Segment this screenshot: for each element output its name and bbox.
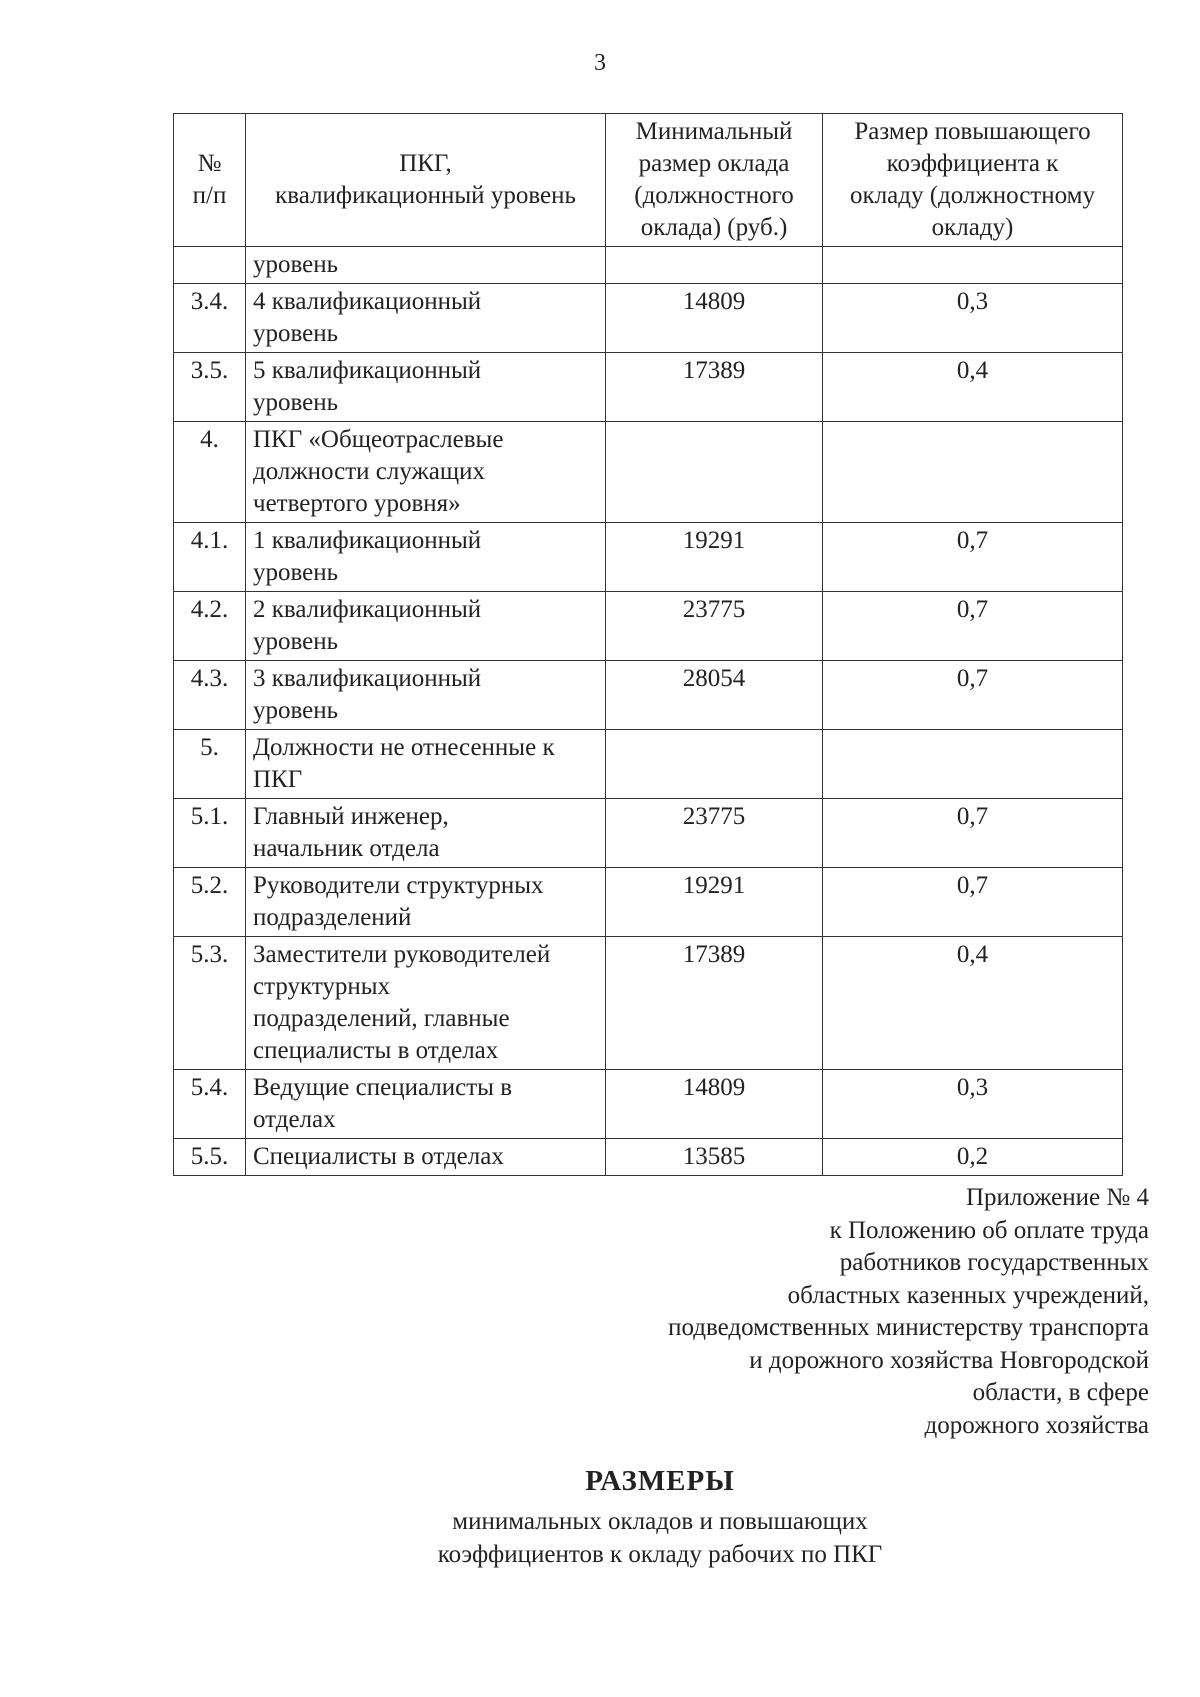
table-row (174, 937, 1123, 1070)
row-position-name (246, 592, 606, 661)
appendix-line: областных казенных учреждений, (787, 1281, 1149, 1309)
row-number: 5.3. (174, 937, 246, 1070)
header-line: размер оклада (638, 150, 790, 177)
position-name-line: 3 квалификационный (253, 665, 482, 692)
header-name (246, 114, 606, 247)
row-position-name (246, 523, 606, 592)
row-min-salary: 23775 (606, 592, 823, 661)
table-row (174, 247, 1123, 284)
position-name-line: уровень (253, 251, 339, 278)
appendix-line: подведомственных министерству транспорта (668, 1314, 1149, 1341)
table-row (174, 523, 1123, 592)
header-line: оклада) (руб.) (640, 214, 788, 241)
row-number: 5.2. (174, 868, 246, 937)
page-number: 3 (594, 50, 606, 76)
table-row (174, 422, 1123, 523)
position-name-line: 5 квалификационный (253, 357, 482, 384)
row-number: 3.5. (174, 353, 246, 422)
position-name-line: специалисты в отделах (253, 1037, 499, 1064)
row-min-salary (606, 247, 823, 284)
row-position-name (246, 1070, 606, 1139)
appendix-line: работников государственных (839, 1249, 1149, 1276)
row-min-salary (606, 730, 823, 799)
header-line: (должностного (634, 182, 794, 209)
row-position-name (246, 353, 606, 422)
header-min-salary (606, 114, 823, 247)
row-coefficient: 0,4 (823, 937, 1123, 1070)
table-row (174, 661, 1123, 730)
position-name-line: 2 квалификационный (253, 596, 482, 623)
header-line: ПКГ, (399, 150, 452, 177)
row-position-name (246, 422, 606, 523)
table-row (174, 284, 1123, 353)
salary-table (173, 113, 1123, 1176)
row-number (174, 247, 246, 284)
position-name-line: Заместители руководителей (253, 941, 551, 968)
row-min-salary: 14809 (606, 284, 823, 353)
table-row (174, 1139, 1123, 1176)
appendix-note (449, 1182, 1149, 1442)
header-line: окладу (должностному (850, 182, 1095, 209)
position-name-line: уровень (253, 628, 339, 655)
position-name-line: подразделений (253, 904, 412, 931)
row-number: 4. (174, 422, 246, 523)
subtitle-line: минимальных окладов и повышающих (452, 1508, 868, 1535)
table-row (174, 592, 1123, 661)
row-min-salary: 23775 (606, 799, 823, 868)
row-position-name (246, 284, 606, 353)
subtitle-line: коэффициентов к окладу рабочих по ПКГ (437, 1541, 883, 1568)
table-row (174, 353, 1123, 422)
table-row (174, 730, 1123, 799)
header-line: окладу) (931, 214, 1014, 241)
row-position-name (246, 1139, 606, 1176)
row-coefficient: 0,3 (823, 284, 1123, 353)
header-row (174, 114, 1123, 247)
row-number: 4.2. (174, 592, 246, 661)
position-name-line: уровень (253, 559, 339, 586)
position-name-line: Специалисты в отделах (253, 1143, 504, 1170)
row-number: 5.4. (174, 1070, 246, 1139)
header-line: Размер повышающего (854, 118, 1091, 145)
table-body (174, 247, 1123, 1176)
row-min-salary: 19291 (606, 523, 823, 592)
row-position-name (246, 661, 606, 730)
row-min-salary: 13585 (606, 1139, 823, 1176)
row-number: 5.5. (174, 1139, 246, 1176)
position-name-line: Руководители структурных (253, 872, 544, 899)
row-coefficient: 0,7 (823, 868, 1123, 937)
row-number: 5.1. (174, 799, 246, 868)
row-number: 3.4. (174, 284, 246, 353)
row-number: 5. (174, 730, 246, 799)
row-min-salary (606, 422, 823, 523)
position-name-line: уровень (253, 389, 339, 416)
appendix-line: к Положению об оплате труда (829, 1216, 1149, 1244)
position-name-line: Ведущие специалисты в (253, 1074, 513, 1101)
header-num (174, 114, 246, 247)
position-name-line: четвертого уровня» (253, 490, 461, 517)
header-line: № (197, 150, 222, 177)
position-name-line: уровень (253, 697, 339, 724)
row-position-name (246, 799, 606, 868)
document-subtitle (0, 1505, 1200, 1571)
row-min-salary: 17389 (606, 937, 823, 1070)
row-number: 4.1. (174, 523, 246, 592)
position-name-line: отделах (253, 1106, 336, 1133)
table-row (174, 799, 1123, 868)
position-name-line: Должности не отнесенные к (253, 734, 555, 761)
row-coefficient: 0,3 (823, 1070, 1123, 1139)
row-coefficient: 0,7 (823, 523, 1123, 592)
row-position-name (246, 730, 606, 799)
row-coefficient: 0,7 (823, 592, 1123, 661)
position-name-line: подразделений, главные (253, 1005, 510, 1032)
table-header (174, 114, 1123, 247)
row-coefficient: 0,7 (823, 799, 1123, 868)
row-position-name (246, 937, 606, 1070)
row-min-salary: 28054 (606, 661, 823, 730)
row-coefficient (823, 730, 1123, 799)
table-row (174, 868, 1123, 937)
row-coefficient: 0,2 (823, 1139, 1123, 1176)
appendix-line: области, в сфере (972, 1379, 1149, 1406)
appendix-line: Приложение № 4 (965, 1184, 1149, 1211)
position-name-line: начальник отдела (253, 835, 440, 862)
position-name-line: 1 квалификационный (253, 527, 482, 554)
row-position-name (246, 868, 606, 937)
header-line: квалификационный уровень (275, 182, 576, 209)
row-min-salary: 14809 (606, 1070, 823, 1139)
document-title: РАЗМЕРЫ (585, 1465, 735, 1497)
row-coefficient: 0,7 (823, 661, 1123, 730)
position-name-line: структурных (253, 973, 391, 1000)
header-line: коэффициента к (886, 150, 1059, 177)
table-row (174, 1070, 1123, 1139)
position-name-line: уровень (253, 320, 339, 347)
position-name-line: ПКГ «Общеотраслевые (253, 426, 504, 453)
row-coefficient: 0,4 (823, 353, 1123, 422)
header-line: Минимальный (635, 118, 793, 145)
position-name-line: ПКГ (253, 766, 303, 793)
row-coefficient (823, 422, 1123, 523)
position-name-line: должности служащих (253, 458, 486, 485)
appendix-line: дорожного хозяйства (924, 1411, 1149, 1439)
row-min-salary: 17389 (606, 353, 823, 422)
header-line: п/п (192, 182, 227, 209)
row-number: 4.3. (174, 661, 246, 730)
appendix-line: и дорожного хозяйства Новгородской (749, 1346, 1149, 1374)
header-coefficient (823, 114, 1123, 247)
row-position-name (246, 247, 606, 284)
position-name-line: 4 квалификационный (253, 288, 482, 315)
row-min-salary: 19291 (606, 868, 823, 937)
position-name-line: Главный инженер, (253, 803, 449, 830)
row-coefficient (823, 247, 1123, 284)
